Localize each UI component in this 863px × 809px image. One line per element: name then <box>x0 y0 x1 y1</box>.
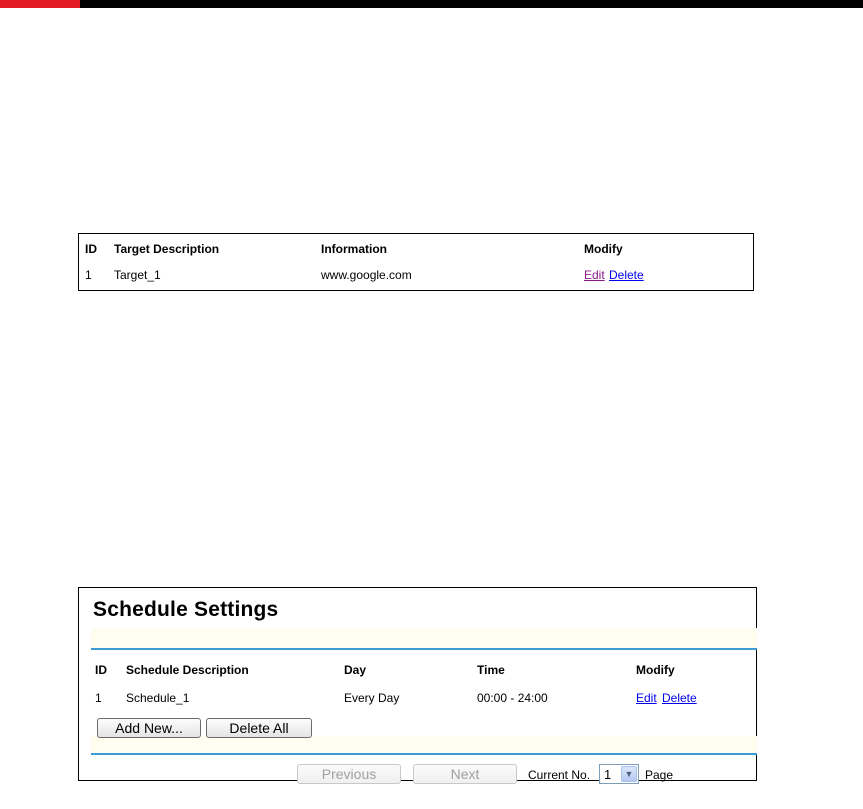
delete-all-button[interactable]: Delete All <box>206 718 312 738</box>
title-band <box>91 628 757 648</box>
divider-bottom <box>91 753 757 755</box>
schedule-edit-link[interactable]: Edit <box>636 691 657 705</box>
row-information: www.google.com <box>321 268 412 282</box>
page-label: Page <box>645 768 674 782</box>
schedule-row-time: 00:00 - 24:00 <box>477 691 548 705</box>
top-banner <box>0 0 863 8</box>
page-select-value: 1 <box>604 767 612 782</box>
chevron-down-icon[interactable]: ▼ <box>621 766 637 782</box>
header-information: Information <box>321 242 387 256</box>
schedule-header-description: Schedule Description <box>126 663 249 677</box>
previous-button[interactable]: Previous <box>297 764 401 784</box>
schedule-header-id: ID <box>95 663 107 677</box>
header-id: ID <box>85 242 97 256</box>
current-no-label: Current No. <box>528 768 591 782</box>
page-select[interactable] <box>599 764 639 784</box>
schedule-delete-link[interactable]: Delete <box>662 691 697 705</box>
schedule-settings-panel <box>78 587 757 781</box>
add-new-button[interactable]: Add New... <box>97 718 201 738</box>
schedule-row-day: Every Day <box>344 691 400 705</box>
schedule-header-time: Time <box>477 663 505 677</box>
header-modify: Modify <box>584 242 623 256</box>
target-table-panel <box>78 233 754 291</box>
target-edit-link[interactable]: Edit <box>584 268 605 282</box>
target-delete-link[interactable]: Delete <box>609 268 644 282</box>
next-button[interactable]: Next <box>413 764 517 784</box>
schedule-row-description: Schedule_1 <box>126 691 190 705</box>
page-title: Schedule Settings <box>93 598 279 621</box>
brand-red-block <box>0 0 80 8</box>
header-target-description: Target Description <box>114 242 220 256</box>
footer-band <box>91 736 757 753</box>
schedule-header-modify: Modify <box>636 663 675 677</box>
schedule-header-day: Day <box>344 663 367 677</box>
row-id: 1 <box>85 268 92 282</box>
divider-top <box>91 648 757 650</box>
row-target-description: Target_1 <box>114 268 161 282</box>
schedule-row-id: 1 <box>95 691 102 705</box>
